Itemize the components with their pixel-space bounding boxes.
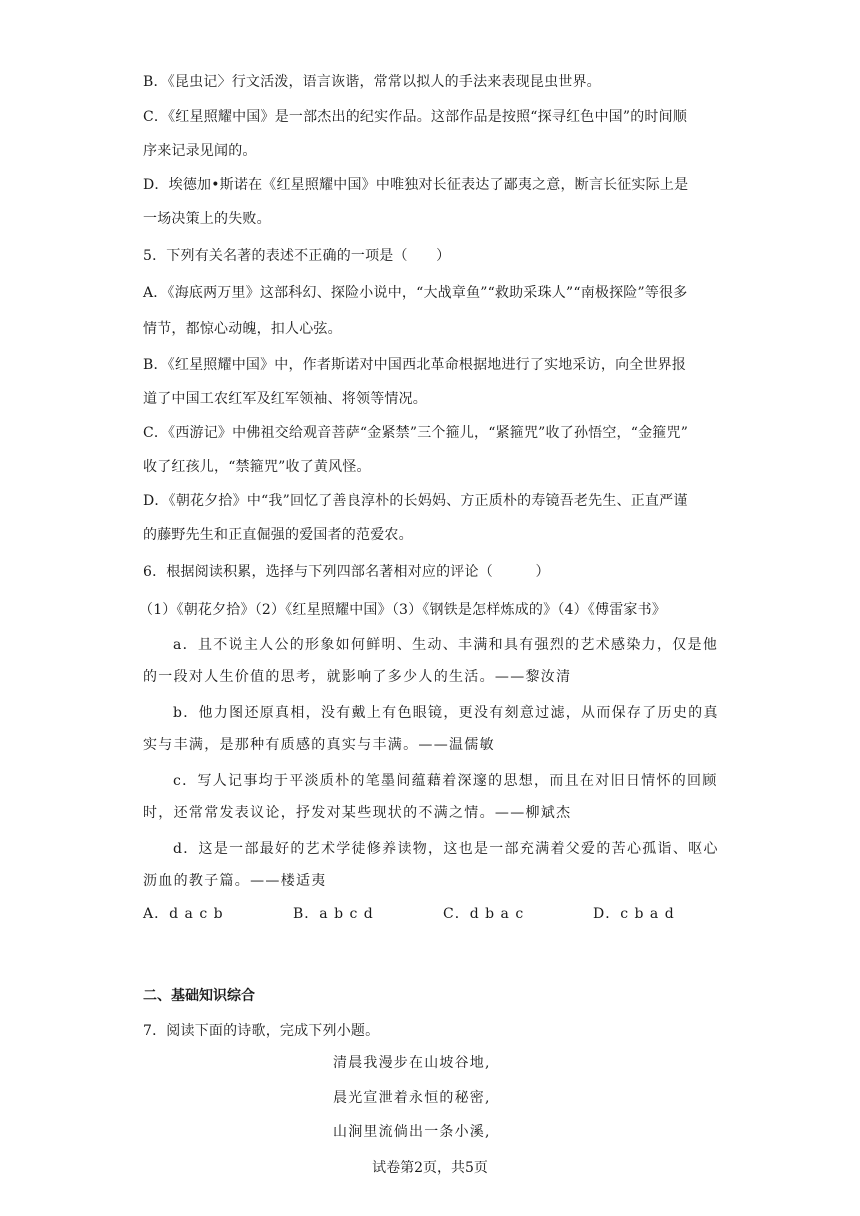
q4-option-c-line1: C．《红星照耀中国》是一部杰出的纪实作品。这部作品是按照“探寻红色中国”的时间顺 (143, 109, 688, 125)
q5-option-d-line1: D．《朝花夕拾》中“我”回忆了善良淳朴的长妈妈、方正质朴的寿镜吾老先生、正直严谨 (143, 493, 688, 509)
section-title: 二、基础知识综合 (143, 988, 255, 1004)
q5-option-d-line2: 的藤野先生和正直倔强的爱国者的范爱农。 (143, 527, 413, 543)
q6-choices (143, 904, 723, 924)
q5-option-a-line1: A．《海底两万里》这部科幻、探险小说中，“大战章鱼”“救助采珠人”“南极探险”等很多 (143, 285, 688, 301)
q6-choice-c: C．d b a c (443, 906, 525, 922)
q4-option-b: B．《昆虫记〉行文活泼，语言诙谐，常常以拟人的手法来表现昆虫世界。 (143, 74, 601, 90)
q6-comment-d-line1: d．这是一部最好的艺术学徒修养读物，这也是一部充满着父爱的苦心孤诣、呕心 (173, 841, 719, 857)
q5-option-c-line1: C．《西游记》中佛祖交给观音菩萨“金紧禁”三个箍儿，“紧箍咒”收了孙悟空，“金箍咒” (143, 425, 689, 441)
q6-comment-b-line1: b．他力图还原真相，没有戴上有色眼镜，更没有刻意过滤，从而保存了历史的真 (173, 705, 719, 721)
q6-choice-a: A．d a c b (143, 906, 224, 922)
poem-line-2: 晨光宣泄着永恒的秘密, (333, 1090, 491, 1106)
q5-stem: 5．下列有关名著的表述不正确的一项是（ ） (143, 248, 451, 264)
q6-comment-d-line2: 沥血的教子篇。——楼适夷 (143, 873, 327, 889)
q5-option-b-line1: B．《红星照耀中国》中，作者斯诺对中国西北革命根据地进行了实地采访，向全世界报 (143, 357, 687, 373)
q6-choice-d: D．c b a d (593, 906, 675, 922)
q6-comment-b-line2: 实与丰满，是那种有质感的真实与丰满。——温儒敏 (143, 737, 495, 753)
q6-stem: 6．根据阅读积累，选择与下列四部名著相对应的评论（ ） (143, 564, 550, 580)
q5-option-b-line2: 道了中国工农红军及红军领袖、将领等情况。 (143, 391, 427, 407)
q6-choice-b: B．a b c d (293, 906, 374, 922)
page-footer: 试卷第2页，共5页 (372, 1160, 488, 1176)
q6-comment-a-line2: 的一段对人生价值的思考，就影响了多少人的生活。——黎汝清 (143, 669, 572, 685)
q5-option-c-line2: 收了红孩儿，“禁箍咒”收了黄风怪。 (143, 459, 371, 475)
q4-option-c-line2: 序来记录见闻的。 (143, 143, 257, 159)
q4-option-d-line2: 一场决策上的失败。 (143, 211, 271, 227)
q7-stem: 7．阅读下面的诗歌，完成下列小题。 (143, 1023, 380, 1039)
q5-option-a-line2: 情节，都惊心动魄，扣人心弦。 (143, 321, 342, 337)
poem-line-3: 山涧里流倘出一条小溪, (333, 1124, 491, 1140)
q6-comment-c-line2: 时，还常常发表议论，抒发对某些现状的不满之情。——柳斌杰 (143, 805, 572, 821)
poem-line-1: 清晨我漫步在山坡谷地, (333, 1055, 491, 1071)
q6-comment-c-line1: c．写人记事均于平淡质朴的笔墨间蕴藉着深邃的思想，而且在对旧日情怀的回顾 (173, 773, 718, 789)
q4-option-d-line1: D．埃德加•斯诺在《红星照耀中国》中唯独对长征表达了鄙夷之意，断言长征实际上是 (143, 177, 689, 193)
q6-comment-a-line1: a．且不说主人公的形象如何鲜明、生动、丰满和具有强烈的艺术感染力，仅是他 (173, 637, 719, 653)
q6-books: （1）《朝花夕拾》（2）《红星照耀中国》（3）《钢铁是怎样炼成的》（4）《傅雷家书》 (139, 602, 667, 618)
